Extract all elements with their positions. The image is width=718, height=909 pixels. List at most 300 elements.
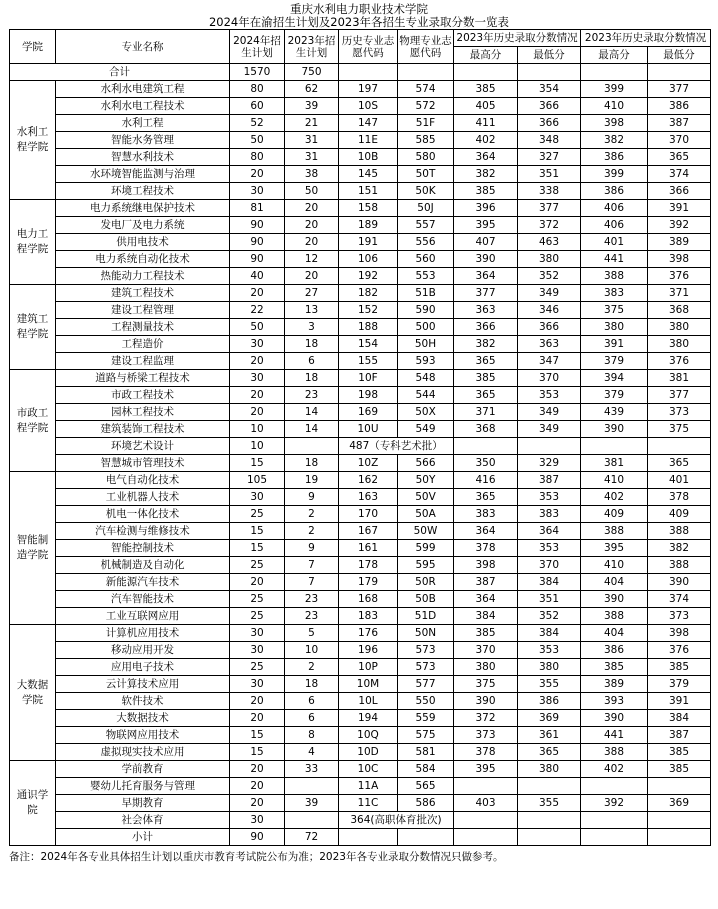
phys-high-cell: 380 bbox=[581, 319, 648, 336]
table-row bbox=[10, 421, 711, 438]
phys-high-cell: 439 bbox=[581, 404, 648, 421]
phys-low-cell: 385 bbox=[648, 744, 711, 761]
header-phys-code: 物理专业志愿代码 bbox=[398, 30, 454, 64]
major-cell: 环境艺术设计 bbox=[56, 438, 230, 455]
table-row bbox=[10, 438, 711, 455]
hist-code-cell: 189 bbox=[339, 217, 398, 234]
hist-low-cell: 355 bbox=[518, 676, 581, 693]
table-row bbox=[10, 149, 711, 166]
major-cell: 热能动力工程技术 bbox=[56, 268, 230, 285]
plan-2023-cell: 33 bbox=[285, 761, 339, 778]
plan-2024-cell: 50 bbox=[230, 319, 285, 336]
major-cell: 机械制造及自动化 bbox=[56, 557, 230, 574]
table-row bbox=[10, 523, 711, 540]
empty-cell bbox=[398, 64, 454, 81]
phys-code-cell: 580 bbox=[398, 149, 454, 166]
plan-2023-cell: 21 bbox=[285, 115, 339, 132]
hist-code-cell: 10B bbox=[339, 149, 398, 166]
phys-high-cell bbox=[581, 778, 648, 795]
hist-code-cell: 155 bbox=[339, 353, 398, 370]
plan-2024-cell: 90 bbox=[230, 251, 285, 268]
phys-code-cell: 50R bbox=[398, 574, 454, 591]
phys-low-cell: 398 bbox=[648, 251, 711, 268]
plan-2023-cell: 23 bbox=[285, 387, 339, 404]
hist-high-cell: 378 bbox=[454, 744, 518, 761]
major-cell: 建筑工程技术 bbox=[56, 285, 230, 302]
hist-low-cell: 349 bbox=[518, 285, 581, 302]
plan-2024-cell: 90 bbox=[230, 217, 285, 234]
major-cell: 智慧城市管理技术 bbox=[56, 455, 230, 472]
phys-code-cell: 556 bbox=[398, 234, 454, 251]
hist-code-cell: 163 bbox=[339, 489, 398, 506]
table-body bbox=[10, 64, 711, 846]
phys-low-cell: 368 bbox=[648, 302, 711, 319]
table-row bbox=[10, 455, 711, 472]
header-college: 学院 bbox=[10, 30, 56, 64]
table-row bbox=[10, 778, 711, 795]
plan-2023-cell: 9 bbox=[285, 540, 339, 557]
phys-low-cell: 380 bbox=[648, 319, 711, 336]
hist-code-cell: 182 bbox=[339, 285, 398, 302]
phys-low-cell: 370 bbox=[648, 132, 711, 149]
phys-code-cell bbox=[398, 829, 454, 846]
plan-2024-cell: 25 bbox=[230, 506, 285, 523]
header-phys-low: 最低分 bbox=[648, 47, 711, 64]
phys-high-cell: 399 bbox=[581, 81, 648, 98]
hist-low-cell: 355 bbox=[518, 795, 581, 812]
plan-2023-cell: 5 bbox=[285, 625, 339, 642]
plan-2023-cell: 31 bbox=[285, 132, 339, 149]
plan-2023-cell: 6 bbox=[285, 353, 339, 370]
major-cell: 小计 bbox=[56, 829, 230, 846]
major-cell: 智慧水利技术 bbox=[56, 149, 230, 166]
phys-code-cell: 577 bbox=[398, 676, 454, 693]
footnote: 备注：2024年各专业具体招生计划以重庆市教育考试院公布为准；2023年各专业录取分数情况只做参考。 bbox=[9, 851, 504, 863]
phys-code-cell: 574 bbox=[398, 81, 454, 98]
phys-low-cell: 387 bbox=[648, 727, 711, 744]
hist-high-cell: 395 bbox=[454, 217, 518, 234]
phys-code-cell: 50T bbox=[398, 166, 454, 183]
hist-low-cell: 380 bbox=[518, 251, 581, 268]
hist-high-cell: 403 bbox=[454, 795, 518, 812]
hist-code-cell: 152 bbox=[339, 302, 398, 319]
hist-high-cell: 380 bbox=[454, 659, 518, 676]
phys-high-cell: 386 bbox=[581, 183, 648, 200]
hist-low-cell: 369 bbox=[518, 710, 581, 727]
phys-low-cell: 371 bbox=[648, 285, 711, 302]
plan-2023-cell: 4 bbox=[285, 744, 339, 761]
plan-2023-cell: 38 bbox=[285, 166, 339, 183]
hist-low-cell: 347 bbox=[518, 353, 581, 370]
hist-low-cell: 346 bbox=[518, 302, 581, 319]
table-row bbox=[10, 642, 711, 659]
phys-code-cell: 599 bbox=[398, 540, 454, 557]
empty-cell bbox=[581, 64, 648, 81]
plan-2024-cell: 80 bbox=[230, 81, 285, 98]
header-major: 专业名称 bbox=[56, 30, 230, 64]
phys-high-cell: 379 bbox=[581, 353, 648, 370]
plan-2023-cell: 20 bbox=[285, 268, 339, 285]
phys-code-cell: 50X bbox=[398, 404, 454, 421]
header-phys-scores: 2023年历史录取分数情况 bbox=[581, 30, 711, 47]
phys-high-cell: 410 bbox=[581, 98, 648, 115]
hist-code-cell: 196 bbox=[339, 642, 398, 659]
hist-code-cell: 10L bbox=[339, 693, 398, 710]
major-cell: 智能控制技术 bbox=[56, 540, 230, 557]
hist-high-cell: 363 bbox=[454, 302, 518, 319]
plan-2024-cell: 90 bbox=[230, 829, 285, 846]
phys-low-cell: 392 bbox=[648, 217, 711, 234]
phys-code-cell: 560 bbox=[398, 251, 454, 268]
phys-low-cell: 374 bbox=[648, 591, 711, 608]
phys-high-cell: 386 bbox=[581, 149, 648, 166]
major-cell: 新能源汽车技术 bbox=[56, 574, 230, 591]
hist-high-cell: 396 bbox=[454, 200, 518, 217]
phys-high-cell: 390 bbox=[581, 591, 648, 608]
plan-2023-cell: 13 bbox=[285, 302, 339, 319]
phys-code-cell: 51D bbox=[398, 608, 454, 625]
hist-code-cell bbox=[339, 829, 398, 846]
hist-low-cell: 364 bbox=[518, 523, 581, 540]
hist-low-cell: 384 bbox=[518, 574, 581, 591]
major-cell: 计算机应用技术 bbox=[56, 625, 230, 642]
total-row bbox=[10, 64, 711, 81]
hist-code-cell: 179 bbox=[339, 574, 398, 591]
hist-code-cell: 11A bbox=[339, 778, 398, 795]
table-row bbox=[10, 574, 711, 591]
phys-high-cell: 398 bbox=[581, 115, 648, 132]
hist-low-cell: 366 bbox=[518, 319, 581, 336]
hist-high-cell: 350 bbox=[454, 455, 518, 472]
college-cell: 智能制造学院 bbox=[10, 472, 56, 625]
hist-high-cell: 407 bbox=[454, 234, 518, 251]
phys-high-cell: 375 bbox=[581, 302, 648, 319]
plan-2024-cell: 20 bbox=[230, 574, 285, 591]
hist-high-cell: 390 bbox=[454, 693, 518, 710]
plan-2024-cell: 20 bbox=[230, 404, 285, 421]
major-cell: 水环境智能监测与治理 bbox=[56, 166, 230, 183]
hist-code-cell: 197 bbox=[339, 81, 398, 98]
hist-code-cell: 194 bbox=[339, 710, 398, 727]
phys-low-cell: 388 bbox=[648, 523, 711, 540]
hist-high-cell: 377 bbox=[454, 285, 518, 302]
phys-code-cell: 50N bbox=[398, 625, 454, 642]
table-row bbox=[10, 693, 711, 710]
hist-low-cell: 351 bbox=[518, 591, 581, 608]
plan-2024-cell: 20 bbox=[230, 761, 285, 778]
empty-cell bbox=[648, 64, 711, 81]
plan-2023-cell: 6 bbox=[285, 710, 339, 727]
hist-low-cell: 354 bbox=[518, 81, 581, 98]
header-hist-low: 最低分 bbox=[518, 47, 581, 64]
hist-code-cell: 147 bbox=[339, 115, 398, 132]
hist-code-cell: 10Q bbox=[339, 727, 398, 744]
phys-low-cell: 365 bbox=[648, 149, 711, 166]
phys-code-cell: 548 bbox=[398, 370, 454, 387]
table-row bbox=[10, 336, 711, 353]
plan-2023-cell: 20 bbox=[285, 200, 339, 217]
hist-code-cell: 161 bbox=[339, 540, 398, 557]
hist-low-cell bbox=[518, 778, 581, 795]
hist-high-cell: 365 bbox=[454, 489, 518, 506]
hist-low-cell: 372 bbox=[518, 217, 581, 234]
major-cell: 汽车智能技术 bbox=[56, 591, 230, 608]
hist-high-cell: 364 bbox=[454, 591, 518, 608]
table-row bbox=[10, 591, 711, 608]
hist-code-cell: 191 bbox=[339, 234, 398, 251]
special-batch-cell: 487（专科艺术批） bbox=[339, 438, 454, 455]
hist-high-cell: 364 bbox=[454, 523, 518, 540]
hist-low-cell: 349 bbox=[518, 404, 581, 421]
table-row bbox=[10, 404, 711, 421]
hist-code-cell: 158 bbox=[339, 200, 398, 217]
hist-low-cell: 366 bbox=[518, 98, 581, 115]
plan-2023-cell: 6 bbox=[285, 693, 339, 710]
header-hist-code: 历史专业志愿代码 bbox=[339, 30, 398, 64]
table-row bbox=[10, 761, 711, 778]
phys-high-cell: 388 bbox=[581, 523, 648, 540]
plan-2023-cell: 27 bbox=[285, 285, 339, 302]
phys-high-cell: 388 bbox=[581, 608, 648, 625]
plan-2023-cell: 18 bbox=[285, 336, 339, 353]
major-cell: 环境工程技术 bbox=[56, 183, 230, 200]
phys-low-cell: 391 bbox=[648, 693, 711, 710]
hist-high-cell: 364 bbox=[454, 268, 518, 285]
header-hist-high: 最高分 bbox=[454, 47, 518, 64]
phys-low-cell: 380 bbox=[648, 336, 711, 353]
major-cell: 智能水务管理 bbox=[56, 132, 230, 149]
plan-2023-cell: 14 bbox=[285, 421, 339, 438]
table-row bbox=[10, 132, 711, 149]
hist-code-cell: 11E bbox=[339, 132, 398, 149]
hist-high-cell: 383 bbox=[454, 506, 518, 523]
plan-2023-cell: 10 bbox=[285, 642, 339, 659]
phys-code-cell: 50A bbox=[398, 506, 454, 523]
plan-2023-cell: 23 bbox=[285, 608, 339, 625]
table-row bbox=[10, 744, 711, 761]
plan-2024-cell: 30 bbox=[230, 812, 285, 829]
phys-code-cell: 50W bbox=[398, 523, 454, 540]
major-cell: 移动应用开发 bbox=[56, 642, 230, 659]
major-cell: 婴幼儿托育服务与管理 bbox=[56, 778, 230, 795]
table-row bbox=[10, 98, 711, 115]
phys-code-cell: 566 bbox=[398, 455, 454, 472]
table-row bbox=[10, 625, 711, 642]
phys-high-cell: 406 bbox=[581, 200, 648, 217]
plan-2024-cell: 15 bbox=[230, 744, 285, 761]
phys-low-cell: 376 bbox=[648, 268, 711, 285]
phys-high-cell: 390 bbox=[581, 421, 648, 438]
phys-low-cell: 398 bbox=[648, 625, 711, 642]
hist-low-cell: 370 bbox=[518, 557, 581, 574]
plan-2024-cell: 30 bbox=[230, 183, 285, 200]
table-row bbox=[10, 183, 711, 200]
hist-high-cell: 385 bbox=[454, 625, 518, 642]
hist-high-cell: 368 bbox=[454, 421, 518, 438]
major-cell: 建设工程管理 bbox=[56, 302, 230, 319]
phys-high-cell: 399 bbox=[581, 166, 648, 183]
table-row bbox=[10, 302, 711, 319]
table-row bbox=[10, 251, 711, 268]
major-cell: 云计算技术应用 bbox=[56, 676, 230, 693]
phys-high-cell: 441 bbox=[581, 727, 648, 744]
empty-cell bbox=[581, 438, 648, 455]
major-cell: 工业机器人技术 bbox=[56, 489, 230, 506]
major-cell: 建设工程监理 bbox=[56, 353, 230, 370]
table-row bbox=[10, 472, 711, 489]
hist-high-cell: 411 bbox=[454, 115, 518, 132]
phys-high-cell: 410 bbox=[581, 472, 648, 489]
hist-code-cell: 192 bbox=[339, 268, 398, 285]
phys-code-cell: 585 bbox=[398, 132, 454, 149]
hist-high-cell: 370 bbox=[454, 642, 518, 659]
phys-code-cell: 500 bbox=[398, 319, 454, 336]
phys-high-cell: 402 bbox=[581, 489, 648, 506]
major-cell: 电力系统自动化技术 bbox=[56, 251, 230, 268]
major-cell: 机电一体化技术 bbox=[56, 506, 230, 523]
table-row bbox=[10, 710, 711, 727]
phys-code-cell: 573 bbox=[398, 642, 454, 659]
college-cell: 水利工程学院 bbox=[10, 81, 56, 200]
major-cell: 学前教育 bbox=[56, 761, 230, 778]
phys-high-cell: 409 bbox=[581, 506, 648, 523]
hist-high-cell bbox=[454, 829, 518, 846]
admission-table bbox=[9, 29, 711, 846]
hist-low-cell: 383 bbox=[518, 506, 581, 523]
hist-code-cell: 10M bbox=[339, 676, 398, 693]
empty-cell bbox=[648, 438, 711, 455]
empty-cell bbox=[518, 438, 581, 455]
major-cell: 水利水电工程技术 bbox=[56, 98, 230, 115]
plan-2023-cell: 12 bbox=[285, 251, 339, 268]
table-row bbox=[10, 319, 711, 336]
phys-code-cell: 590 bbox=[398, 302, 454, 319]
hist-low-cell: 348 bbox=[518, 132, 581, 149]
hist-high-cell: 387 bbox=[454, 574, 518, 591]
plan-2024-cell: 90 bbox=[230, 234, 285, 251]
phys-low-cell: 378 bbox=[648, 489, 711, 506]
phys-high-cell bbox=[581, 829, 648, 846]
table-row bbox=[10, 608, 711, 625]
plan-2023-cell: 23 bbox=[285, 591, 339, 608]
document-subtitle: 2024年在渝招生计划及2023年各招生专业录取分数一览表 bbox=[208, 15, 510, 29]
phys-low-cell: 390 bbox=[648, 574, 711, 591]
plan-2024-cell: 30 bbox=[230, 370, 285, 387]
header-plan-2023: 2023年招生计划 bbox=[285, 30, 339, 64]
hist-low-cell: 352 bbox=[518, 268, 581, 285]
table-row bbox=[10, 387, 711, 404]
major-cell: 物联网应用技术 bbox=[56, 727, 230, 744]
phys-code-cell: 573 bbox=[398, 659, 454, 676]
hist-code-cell: 11C bbox=[339, 795, 398, 812]
plan-2024-cell: 25 bbox=[230, 591, 285, 608]
phys-low-cell: 391 bbox=[648, 200, 711, 217]
hist-code-cell: 167 bbox=[339, 523, 398, 540]
phys-high-cell: 388 bbox=[581, 744, 648, 761]
hist-code-cell: 188 bbox=[339, 319, 398, 336]
plan-2024-cell: 52 bbox=[230, 115, 285, 132]
header-hist-scores: 2023年历史录取分数情况 bbox=[454, 30, 581, 47]
phys-low-cell: 373 bbox=[648, 404, 711, 421]
phys-code-cell: 581 bbox=[398, 744, 454, 761]
hist-high-cell: 373 bbox=[454, 727, 518, 744]
phys-high-cell: 402 bbox=[581, 761, 648, 778]
empty-cell bbox=[518, 812, 581, 829]
plan-2023-cell: 31 bbox=[285, 149, 339, 166]
plan-2024-cell: 15 bbox=[230, 727, 285, 744]
hist-low-cell: 380 bbox=[518, 659, 581, 676]
phys-high-cell: 391 bbox=[581, 336, 648, 353]
total-plan-2023: 750 bbox=[285, 64, 339, 81]
college-cell: 大数据学院 bbox=[10, 625, 56, 761]
hist-high-cell: 364 bbox=[454, 149, 518, 166]
table-row bbox=[10, 268, 711, 285]
hist-high-cell: 416 bbox=[454, 472, 518, 489]
plan-2023-cell: 62 bbox=[285, 81, 339, 98]
hist-high-cell: 398 bbox=[454, 557, 518, 574]
plan-2024-cell: 30 bbox=[230, 642, 285, 659]
phys-high-cell: 404 bbox=[581, 625, 648, 642]
hist-code-cell: 169 bbox=[339, 404, 398, 421]
college-cell: 市政工程学院 bbox=[10, 370, 56, 472]
table-row bbox=[10, 234, 711, 251]
table-row bbox=[10, 489, 711, 506]
plan-2023-cell: 9 bbox=[285, 489, 339, 506]
phys-high-cell: 386 bbox=[581, 642, 648, 659]
phys-low-cell: 376 bbox=[648, 642, 711, 659]
special-batch-cell: 364(高职体育批次) bbox=[339, 812, 454, 829]
empty-cell bbox=[339, 64, 398, 81]
hist-high-cell: 365 bbox=[454, 353, 518, 370]
hist-low-cell: 353 bbox=[518, 540, 581, 557]
hist-low-cell: 352 bbox=[518, 608, 581, 625]
hist-high-cell: 382 bbox=[454, 166, 518, 183]
phys-high-cell: 401 bbox=[581, 234, 648, 251]
phys-high-cell: 385 bbox=[581, 659, 648, 676]
phys-code-cell: 553 bbox=[398, 268, 454, 285]
plan-2023-cell: 20 bbox=[285, 234, 339, 251]
plan-2024-cell: 40 bbox=[230, 268, 285, 285]
hist-low-cell: 351 bbox=[518, 166, 581, 183]
plan-2023-cell: 7 bbox=[285, 574, 339, 591]
hist-high-cell: 385 bbox=[454, 183, 518, 200]
major-cell: 建筑装饰工程技术 bbox=[56, 421, 230, 438]
empty-cell bbox=[454, 438, 518, 455]
plan-2023-cell: 2 bbox=[285, 523, 339, 540]
hist-code-cell: 154 bbox=[339, 336, 398, 353]
plan-2024-cell: 30 bbox=[230, 489, 285, 506]
phys-low-cell: 409 bbox=[648, 506, 711, 523]
hist-code-cell: 10P bbox=[339, 659, 398, 676]
phys-low-cell: 386 bbox=[648, 98, 711, 115]
major-cell: 工程造价 bbox=[56, 336, 230, 353]
major-cell: 工程测量技术 bbox=[56, 319, 230, 336]
phys-code-cell: 559 bbox=[398, 710, 454, 727]
phys-low-cell: 379 bbox=[648, 676, 711, 693]
hist-low-cell: 366 bbox=[518, 115, 581, 132]
plan-2023-cell: 18 bbox=[285, 676, 339, 693]
plan-2024-cell: 22 bbox=[230, 302, 285, 319]
plan-2024-cell: 25 bbox=[230, 557, 285, 574]
plan-2023-cell: 3 bbox=[285, 319, 339, 336]
phys-code-cell: 51B bbox=[398, 285, 454, 302]
major-cell: 供用电技术 bbox=[56, 234, 230, 251]
phys-high-cell: 389 bbox=[581, 676, 648, 693]
phys-low-cell: 381 bbox=[648, 370, 711, 387]
major-cell: 发电厂及电力系统 bbox=[56, 217, 230, 234]
hist-low-cell: 327 bbox=[518, 149, 581, 166]
phys-low-cell: 376 bbox=[648, 353, 711, 370]
